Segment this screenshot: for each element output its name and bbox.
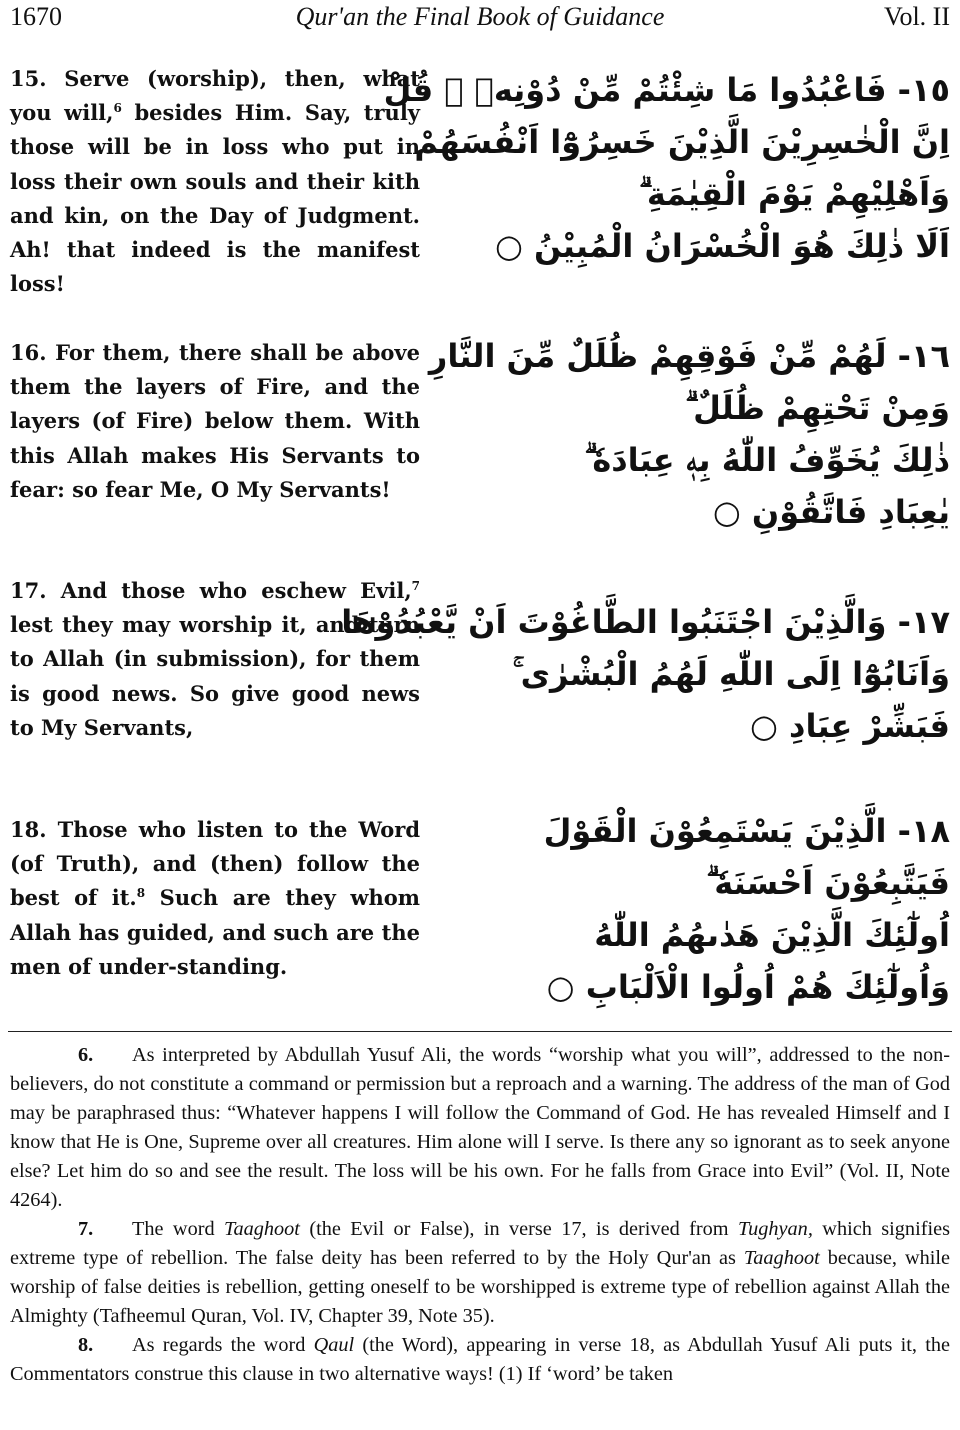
footnote-text: (the Word), appearing in verse 18, as Abdullah Yusuf Ali puts it, the Commentators construe this clause in two alternative ways! (1) If ‘word’ be taken xyxy=(10,1334,950,1385)
book-title: Qur'an the Final Book of Guidance xyxy=(295,2,665,31)
footnote-number: 8. xyxy=(78,1334,94,1356)
footnote-number: 7. xyxy=(78,1218,94,1240)
page-number: 1670 xyxy=(10,2,62,31)
footnote-text: (the Evil or False), in verse 17, is derived from xyxy=(299,1218,738,1240)
footnote-text: The word xyxy=(132,1218,225,1240)
footnote-8 xyxy=(10,1331,950,1389)
footnote-text: Tughyan, xyxy=(737,1218,813,1240)
page-header xyxy=(0,0,960,40)
volume-label: Vol. II xyxy=(884,2,950,31)
footnote-ref[interactable]: 7 xyxy=(411,579,420,593)
footnote-text: which signifies extreme type of rebellion. The false deity has been referred to by the Holy Qur'an as xyxy=(10,1218,950,1269)
verse-translation-17: 17. And those who eschew Evil,$^7$ lest they may worship it, and turn to Allah (in submission), for them is good news. So give good news to My Servants, xyxy=(10,578,420,740)
footnote-number: 6. xyxy=(78,1044,94,1066)
footnote-text: Taaghoot xyxy=(743,1247,820,1269)
verse-translation-16: 16. For them, there shall be above them the layers of Fire, and the layers (of Fire) below them. With this Allah makes His Servants to fear: so fear Me, O My Servants! xyxy=(10,340,420,502)
verse-arabic-17: ١٧- وَالَّذِيْنَ اجْتَنَبُوا الطَّاغُوْتَ اَنْ يَّعْبُدُوْهَا وَاَنَابُوْٓا اِلَى اللّٰهِ لَهُمُ الْبُشْرٰى ۚ فَبَشِّرْ عِبَادِ ○ xyxy=(341,603,950,745)
verse-translation-15: 15. Serve (worship), then, what you will,$^6$ besides Him. Say, truly those will be in loss who put in loss their own souls and their kith and kin, on the Day of Judgment. Ah! that indeed is the manifest loss! xyxy=(10,66,421,297)
footnote-text: As interpreted by Abdullah Yusuf Ali, the words “worship what you will”, addressed to the non-believers, do not constitute a command or permission but a reproach and a warning. The address of the man of God may be paraphrased thus: “Whatever happens I will follow the Command of God. He has revealed Himself and I know that He is One, Supreme over all creatures. Him alone will I serve. Is there any so ignorant as to seek anyone else? Let him do so and see the result. The loss will be his own. For he falls from Grace into Evil” (Vol. II, Note 4264). xyxy=(10,1044,950,1211)
verse-arabic-15: ١٥- فَاعْبُدُوا مَا شِئْتُمْ مِّنْ دُوْنِهٖ ۗ قُلْ اِنَّ الْخٰسِرِيْنَ الَّذِيْنَ خَسِرُوْٓا اَنْفُسَهُمْ وَاَهْلِيْهِمْ يَوْمَ الْقِيٰمَةِ ۗ اَلَا ذٰلِكَ هُوَ الْخُسْرَانُ الْمُبِيْنُ ○ xyxy=(383,71,950,265)
footnote-6 xyxy=(10,1041,950,1215)
verse-translation-18: 18. Those who listen to the Word (of Truth), and (then) follow the best of it.$^8$ Such are they whom Allah has guided, and such are the men of under-standing. xyxy=(10,817,420,979)
footnote-ref[interactable]: 6 xyxy=(113,101,122,116)
footnote-text: As regards the word xyxy=(132,1334,314,1356)
footnote-7 xyxy=(10,1215,950,1331)
footnote-text: because, while worship of false deities is rebellion, getting oneself to be worshipped is extreme type of rebellion against Allah the Almighty (Tafheemul Quran, Vol. IV, Chapter 39, Note 35). xyxy=(10,1247,951,1327)
verse-arabic-16: ١٦- لَهُمْ مِّنْ فَوْقِهِمْ ظُلَلٌ مِّنَ النَّارِ وَمِنْ تَحْتِهِمْ ظُلَلٌ ۗ ذٰلِكَ يُخَوِّفُ اللّٰهُ بِهٖ عِبَادَهٗ ۗ يٰعِبَادِ فَاتَّقُوْنِ ○ xyxy=(428,337,950,531)
verse-arabic-18: ١٨- الَّذِيْنَ يَسْتَمِعُوْنَ الْقَوْلَ فَيَتَّبِعُوْنَ اَحْسَنَهٗ ۗ اُولٰٓئِكَ الَّذِيْنَ هَدٰىهُمُ اللّٰهُ وَاُولٰٓئِكَ هُمْ اُولُوا الْاَلْبَابِ ○ xyxy=(543,812,950,1006)
footnotes-section xyxy=(10,1041,950,1389)
footnote-divider xyxy=(8,1031,952,1032)
footnote-text: Qaul xyxy=(313,1334,355,1356)
footnote-ref[interactable]: 8 xyxy=(136,886,146,901)
footnote-text: Taaghoot xyxy=(224,1218,300,1240)
